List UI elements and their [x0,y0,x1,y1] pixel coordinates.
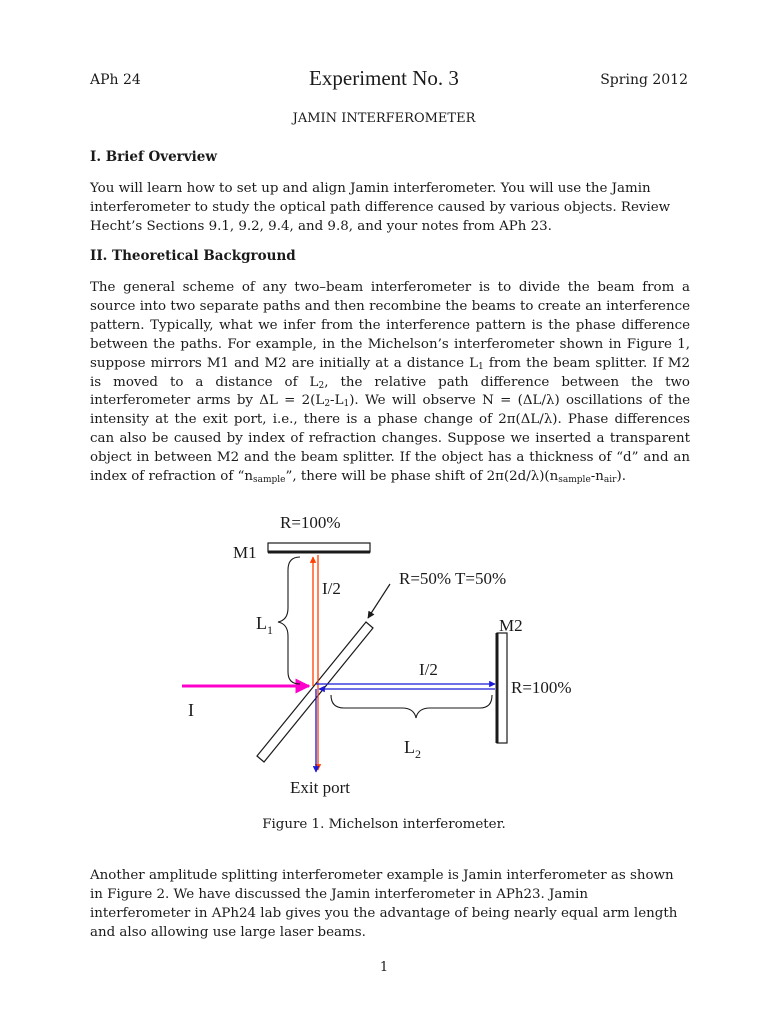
label-r-right: R=100% [511,678,572,697]
label-r-top: R=100% [280,513,341,532]
document-title: JAMIN INTERFEROMETER [292,111,476,126]
label-exit-port: Exit port [290,778,350,797]
figure-caption: Figure 1. Michelson interferometer. [262,817,506,832]
label-i-half-horizontal: I/2 [419,660,438,679]
header-term: Spring 2012 [600,72,688,88]
jamin-paragraph: Another amplitude splitting interferometer example is Jamin interferometer as shown in Figure 2. We have discussed the Jamin interferometer in APh23. Jamin interferometer in APh24 lab gives you the advantage of being nearly equal arm length and also allowing use large laser beams. [90,868,678,940]
section-heading-theory: II. Theoretical Background [90,248,296,264]
label-i-half-vertical: I/2 [322,579,341,598]
header-title: Experiment No. 3 [309,66,459,90]
brace-l2 [331,695,492,718]
splitter-pointer-arrow [368,584,390,618]
beam-splitter [257,622,373,762]
section-heading-overview: I. Brief Overview [90,149,217,165]
label-m2: M2 [499,616,523,635]
label-l1: $L_1$ [256,613,273,637]
label-l2: $L_2$ [404,737,421,761]
label-m1: M1 [233,543,257,562]
label-beam-splitter: R=50% T=50% [399,569,507,588]
header-course: APh 24 [90,72,141,88]
brace-l1 [278,557,300,684]
theory-paragraph: The general scheme of any two–beam interferometer is to divide the beam from a source into two separate paths and then recombine the beams to create an interference pattern. Typically, what we infer from the interference pattern is the phase difference between the paths. For example, in the Michelson’s interferometer shown in Figure 1, suppose mirrors M1 and M2 are initially at a distance $L_1$ from the beam splitter. If M2 is moved to a distance of $L_2$, the relative path difference between the two interferometer arms by $\Delta L = 2(L_2-L_1)$. We will observe N = (ΔL/λ) oscillations of the intensity at the exit port, i.e., there is a phase change of 2π(ΔL/λ). Phase differences can also be caused by index of refraction changes. Suppose we inserted a transparent object in between M2 and the beam splitter. If the object has a thickness of “d” and an index of refraction of “$n_{sample}$”, there will be phase shift of $2\pi(2d/\lambda)(n_{sample}-n_{air})$. [90,280,690,486]
page-number: 1 [379,960,389,975]
label-input-i: I [188,700,194,720]
overview-paragraph: You will learn how to set up and align Jamin interferometer. You will use the Jamin interferometer to study the optical path difference caused by various objects. Review Hecht’s Sections 9.1, 9.2, 9.4, and 9.8, and your notes from APh 23. [90,181,671,234]
